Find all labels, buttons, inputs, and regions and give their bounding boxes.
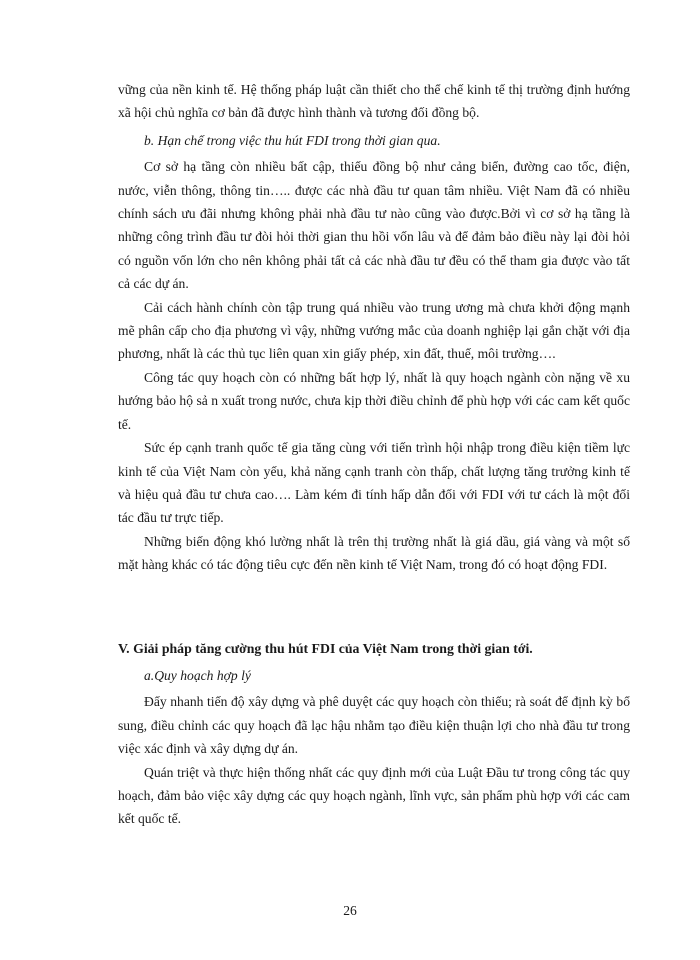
section-heading-solutions: V. Giải pháp tăng cường thu hút FDI của Việt Nam trong thời gian tới.: [118, 640, 533, 656]
document-page: [118, 78, 630, 831]
paragraph-continued: vững của nền kinh tế. Hệ thống pháp luật cần thiết cho thể chế kinh tế thị trường định hướng xã hội chủ nghĩa cơ bản đã được hình thành và tương đối đồng bộ.: [118, 82, 630, 121]
paragraph-planning: Công tác quy hoạch còn có những bất hợp lý, nhất là quy hoạch ngành còn nặng về xu hướng bảo hộ sả n xuất trong nước, chưa kịp thời điều chỉnh để phù hợp với các cam kết quốc tế.: [118, 369, 630, 432]
paragraph-admin-reform: Cải cách hành chính còn tập trung quá nhiều vào trung ương mà chưa khởi động mạnh mẽ phân cấp cho địa phương vì vậy, những vướng mắc của doanh nghiệp lại gắn chặt với địa phương, nhất là các thủ tục liên quan xin giấy phép, xin đất, thuế, môi trường….: [118, 299, 630, 362]
subheading-planning: a.Quy hoạch hợp lý: [144, 667, 251, 683]
page-number: 26: [343, 903, 357, 918]
subheading-limitations: b. Hạn chế trong việc thu hút FDI trong thời gian qua.: [144, 132, 441, 148]
paragraph-speed-up: Đẩy nhanh tiến độ xây dựng và phê duyệt các quy hoạch còn thiếu; rà soát để định kỳ bổ sung, điều chỉnh các quy hoạch đã lạc hậu nhằm tạo điều kiện thuận lợi cho nhà đầu tư trong việc xác định và xây dựng dự án.: [118, 694, 630, 757]
paragraph-competition: Sức ép cạnh tranh quốc tế gia tăng cùng với tiến trình hội nhập trong điều kiện tiềm lực kinh tế của Việt Nam còn yếu, khả năng cạnh tranh còn thấp, chất lượng tăng trưởng kinh tế và hiệu quả đầu tư chưa cao…. Làm kém đi tính hấp dẫn đối với FDI với tư cách là một đối tác đầu tư trực tiếp.: [118, 440, 630, 526]
section-gap: [118, 577, 630, 633]
paragraph-fluctuations: Những biến động khó lường nhất là trên thị trường nhất là giá dầu, giá vàng và một số mặt hàng khác có tác động tiêu cực đến nền kinh tế Việt Nam, trong đó có hoạt động FDI.: [118, 533, 630, 573]
paragraph-implement: Quán triệt và thực hiện thống nhất các quy định mới của Luật Đầu tư trong công tác quy hoạch, đảm bảo việc xây dựng các quy hoạch ngành, lĩnh vực, sản phẩm phù hợp với các cam kết quốc tế.: [118, 764, 630, 827]
paragraph-infrastructure: Cơ sở hạ tầng còn nhiều bất cập, thiếu đồng bộ như cảng biển, đường cao tốc, điện, nước, viễn thông, thông tin….. được các nhà đầu tư quan tâm nhiều. Việt Nam đã có nhiều chính sách ưu đãi nhưng không phải nhà đầu tư nào cũng vào được.Bởi vì cơ sở hạ tầng là những công trình đầu tư đòi hỏi thời gian thu hồi vốn lâu và để đảm bảo điều này lại đòi hỏi có nguồn vốn lớn cho nên không phải tất cả các nhà đầu tư đều có thể tham gia được vào tất cả các dự án.: [118, 159, 630, 292]
